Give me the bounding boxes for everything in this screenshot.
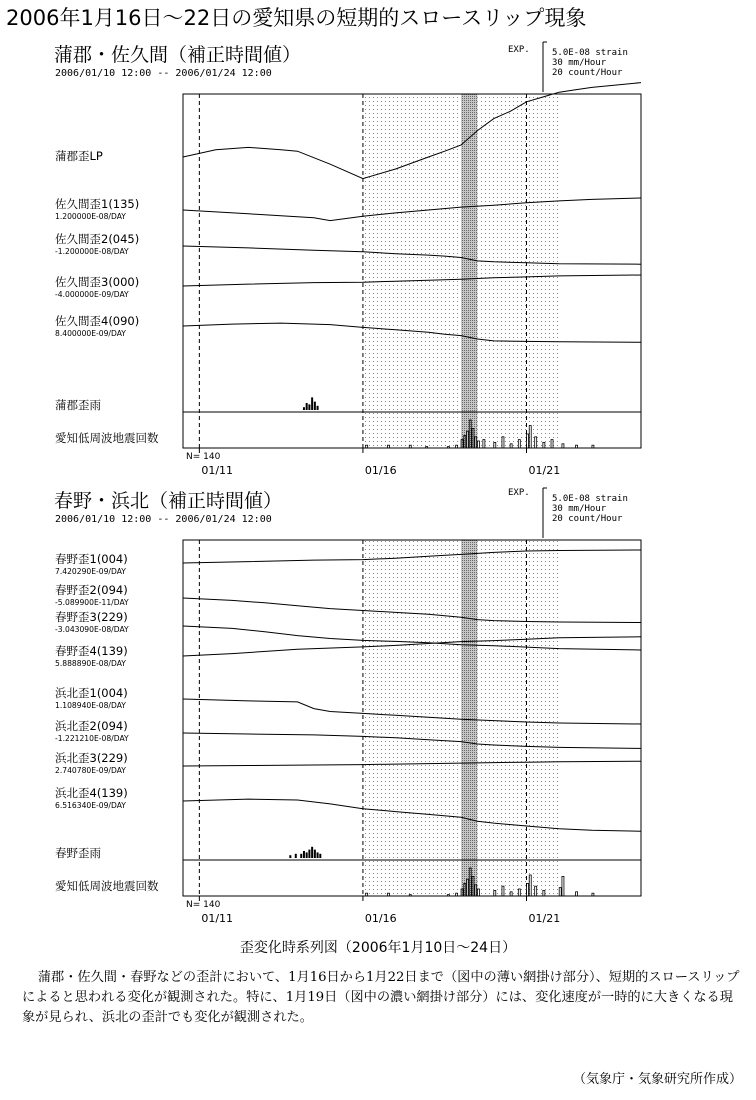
- rain-bar: [311, 847, 313, 858]
- rain-bar: [314, 850, 316, 858]
- count-label: 愛知低周波地震回数: [55, 431, 159, 445]
- panel2-chart: [55, 488, 641, 925]
- panel1-exp-rain: 30 mm/Hour: [552, 58, 607, 68]
- trace-label-2: 春野歪2(094): [55, 583, 128, 597]
- panel1-exp-label: EXP.: [508, 45, 530, 55]
- trace-rate-6: -1.221210E-08/DAY: [55, 734, 129, 743]
- x-tick-label-3: 01/21: [528, 912, 561, 925]
- rain-bar: [317, 406, 319, 410]
- main-title: 2006年1月16日～22日の愛知県の短期的スロースリップ現象: [6, 6, 587, 30]
- count-bar: [562, 876, 564, 896]
- trace-label-2: 佐久間歪1(135): [55, 197, 140, 211]
- trace-label-3: 佐久間歪2(045): [55, 232, 140, 246]
- trace-rate-2: 1.200000E-08/DAY: [55, 212, 126, 221]
- panel2-exp-rain: 30 mm/Hour: [552, 504, 607, 514]
- panel1-period: 2006/01/10 12:00 -- 2006/01/24 12:00: [55, 68, 272, 79]
- rain-label: 蒲郡歪雨: [55, 398, 101, 412]
- trace-rate-4: 5.888890E-08/DAY: [55, 659, 126, 668]
- rain-bar: [300, 854, 302, 858]
- trace-rate-3: -1.200000E-08/DAY: [55, 247, 129, 256]
- credit-text: （気象庁・気象研究所作成）: [572, 1072, 742, 1087]
- rain-bar: [295, 854, 297, 858]
- trace-rate-8: 6.516340E-09/DAY: [55, 801, 126, 810]
- figure-caption: 歪変化時系列図（2006年1月10日～24日）: [239, 940, 517, 956]
- trace-label-8: 浜北歪4(139): [55, 786, 128, 800]
- rain-bar: [311, 397, 313, 410]
- panel2-title: 春野・浜北（補正時間値）: [54, 490, 283, 512]
- trace-label-4: 佐久間歪3(000): [55, 275, 140, 289]
- dark-shade-region: [461, 540, 477, 896]
- panel1-chart: [55, 42, 641, 477]
- trace-label-6: 浜北歪2(094): [55, 719, 128, 733]
- count-bar: [576, 892, 578, 896]
- dark-shade-region: [461, 94, 477, 448]
- rain-bar: [319, 854, 321, 858]
- trace-label-4: 春野歪4(139): [55, 644, 128, 658]
- count-bar: [562, 444, 564, 448]
- light-shade-region: [363, 94, 559, 448]
- rain-label: 春野歪雨: [55, 846, 101, 860]
- trace-rate-3: -3.043090E-08/DAY: [55, 625, 129, 634]
- panel1-exp-count: 20 count/Hour: [552, 68, 623, 78]
- x-tick-label-2: 01/16: [364, 912, 397, 925]
- n-label: N= 140: [186, 900, 221, 910]
- trace-rate-5: 8.400000E-09/DAY: [55, 329, 126, 338]
- panel2-period: 2006/01/10 12:00 -- 2006/01/24 12:00: [55, 514, 272, 525]
- light-shade-region: [363, 540, 559, 896]
- panel2-exp-count: 20 count/Hour: [552, 514, 623, 524]
- rain-bar: [306, 852, 308, 858]
- trace-rate-2: -5.089900E-11/DAY: [55, 598, 129, 607]
- trace-label-5: 浜北歪1(004): [55, 686, 128, 700]
- rain-bar: [306, 403, 308, 410]
- trace-rate-5: 1.108940E-08/DAY: [55, 701, 126, 710]
- trace-label-7: 浜北歪3(229): [55, 751, 128, 765]
- rain-bar: [303, 407, 305, 410]
- rain-bar: [308, 404, 310, 410]
- rain-bar: [317, 852, 319, 858]
- count-label: 愛知低周波地震回数: [55, 879, 159, 893]
- panel1-title: 蒲郡・佐久間（補正時間値）: [54, 44, 302, 66]
- panel1-exp-strain: 5.0E-08 strain: [552, 48, 628, 58]
- trace-rate-4: -4.000000E-09/DAY: [55, 290, 129, 299]
- x-tick-label-1: 01/11: [201, 464, 234, 477]
- trace-rate-1: 7.420290E-09/DAY: [55, 567, 126, 576]
- trace-label-1: 蒲郡歪LP: [55, 149, 103, 163]
- trace-label-1: 春野歪1(004): [55, 552, 128, 566]
- n-label: N= 140: [186, 452, 221, 462]
- rain-bar: [303, 851, 305, 858]
- x-tick-label-1: 01/11: [201, 912, 234, 925]
- trace-label-3: 春野歪3(229): [55, 610, 128, 624]
- trace-label-5: 佐久間歪4(090): [55, 314, 140, 328]
- panel2-exp-label: EXP.: [508, 488, 530, 498]
- rain-bar: [314, 402, 316, 410]
- panel2-exp-strain: 5.0E-08 strain: [552, 494, 628, 504]
- trace-rate-7: 2.740780E-09/DAY: [55, 766, 126, 775]
- rain-bar: [289, 855, 291, 858]
- x-tick-label-2: 01/16: [364, 464, 397, 477]
- x-tick-label-3: 01/21: [528, 464, 561, 477]
- description-text: 蒲郡・佐久間・春野などの歪計において、1月16日から1月22日まで（図中の薄い網掛け部分）、短期的スロースリップによると思われる変化が観測された。特に、1月19日（図中の濃い網掛け部分）には、変化速度が一時的に大きくなる現象が見られ、浜北の歪計でも変化が観測された。: [22, 970, 740, 1025]
- rain-bar: [308, 850, 310, 858]
- count-bar: [559, 888, 561, 896]
